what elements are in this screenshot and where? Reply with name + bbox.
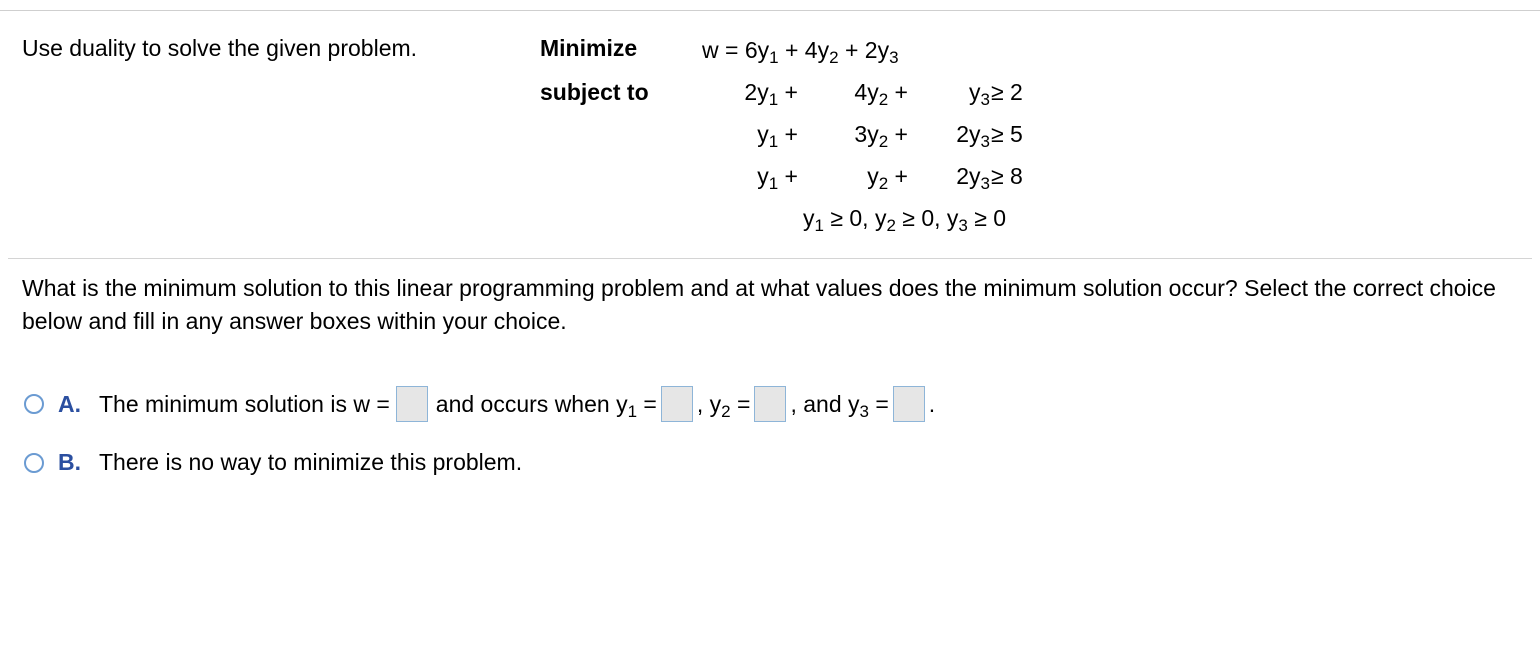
choice-a-text-5: . [928, 390, 936, 417]
choice-a-text-4: , and $y_3$ = [790, 390, 889, 421]
choice-b-radio[interactable] [24, 453, 44, 473]
choice-a-text-2: and occurs when $y_1$ = [435, 390, 657, 421]
answer-box-y1[interactable] [661, 386, 693, 422]
question-text: What is the minimum solution to this linear programming problem and at what values does the minimum solution occur? Select the correct choice below and fill in any answer boxes within your choice. [22, 275, 1496, 334]
choice-b-text: There is no way to minimize this problem. [99, 449, 523, 475]
nonnegativity-constraint: $y_1 \ge 0$, $y_2 \ge 0$, $y_3 \ge 0$ [803, 205, 1007, 235]
instruction-text: Use duality to solve the given problem. [22, 35, 418, 61]
minimize-label: Minimize [540, 35, 638, 61]
answer-box-w[interactable] [396, 386, 428, 422]
choice-a-text-1: The minimum solution is w = [99, 390, 390, 417]
choice-a-text-3: , $y_2$ = [696, 390, 751, 421]
choice-a-letter: A. [58, 390, 81, 417]
subject-to-label: subject to [540, 79, 649, 105]
choice-a-radio[interactable] [24, 394, 44, 414]
choice-b-letter: B. [58, 449, 81, 475]
section-divider [8, 258, 1532, 259]
objective-function: $w = 6y_1 + 4y_2 + 2y_3$ [702, 37, 899, 67]
answer-box-y3[interactable] [893, 386, 925, 422]
choice-b[interactable] [24, 449, 522, 476]
answer-box-y2[interactable] [754, 386, 786, 422]
top-divider [0, 10, 1540, 11]
choice-a[interactable] [24, 386, 935, 422]
